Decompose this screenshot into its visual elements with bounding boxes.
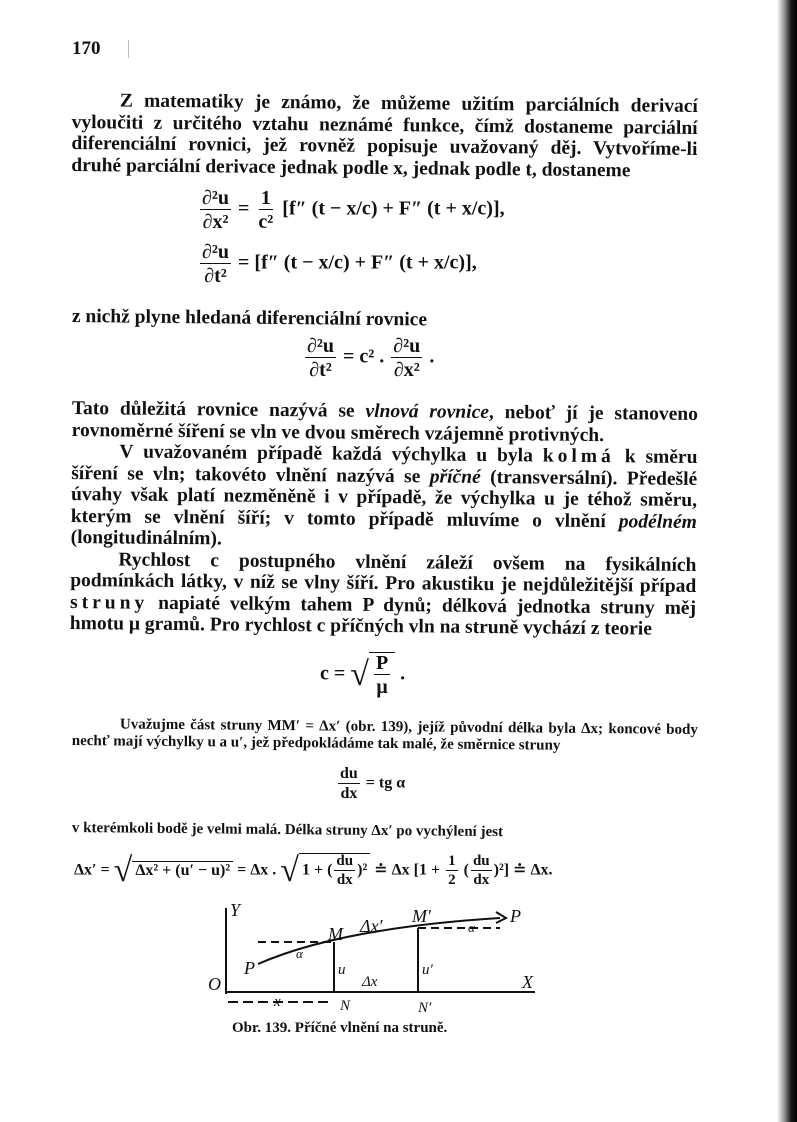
label-Np: N′ [418,1000,432,1016]
label-X: X [522,972,533,992]
label-x: x [274,994,281,1010]
paragraph-string-section: Uvažujme část struny MM′ = Δx′ (obr. 139), jejíž původní délka byla Δx; koncové body nechť mají výchylky u a u′, jež předpokládáme tak malé, že směrnice struny [71,716,698,754]
label-up: u′ [422,962,433,978]
scan-border [777,0,797,1122]
equation-velocity: c = √ $\frac{P}{\mu}$ . [320,652,406,698]
label-u: u [338,962,346,978]
label-alpha1: α [296,946,303,961]
label-N: N [340,998,351,1014]
term-wave-equation: vlnová rovnice [365,400,490,424]
label-dx: Δx [362,974,378,990]
margin-mark [128,40,129,58]
paragraph-wave-equation: Tato důležitá rovnice nazývá se vlnová rovnice, neboť jí je stanoveno rovnoměrné šíření se vln ve dvou směrech vzájemně protivných. V uvažovaném případě každá výchylka u byla kolmá k směru šíření se vln; takovéto vlnění nazývá se příčné (transversální). Předešlé úvahy však platí nezměněně i v případě, že výchylka u je téhož směru, kterým se vlnění šíří; v tomto případě mluvíme o vlnění podélném (longitudinálním). Rychlost c postupného vlnění záleží ovšem na fysikálních podmínkách látky, v níž se vlny šíří. Pro akustiku je nejdůležitější případ struny napiaté velkým tahem P dynů; délková jednotka struny měj hmotu μ gramů. Pro rychlost c příčných vln na struně vychází z teorie [69,398,698,640]
figure-caption: Obr. 139. Příčné vlnění na struně. [232,1020,448,1036]
label-Mp: M′ [412,906,431,926]
paragraph-derivation: z nichž plyne hledaná diferenciální rovnice [71,306,428,331]
label-P-start: P [244,958,255,978]
equation-d2u-dx2: $\frac{\text{∂²u}}{\text{∂x²}}$ = $\frac{1}{\text{c²}}$ [f″ (t − x/c) + F″ (t + x/c)], [202,187,505,233]
label-alpha2: α [468,920,475,935]
label-dxp: Δx′ [360,916,383,936]
label-O: O [208,974,221,994]
paragraph-length: v kterémkoli bodě je velmi malá. Délka struny Δx′ po vychýlení jest [71,820,504,841]
label-P-end: P [510,906,521,926]
page-number: 170 [72,38,101,59]
figure-139 [200,898,550,1016]
label-Y: Y [230,900,241,920]
label-M: M [328,924,343,944]
paragraph-intro: Z matematiky je známo, že můžeme užitím parciálních derivací vyloučiti z určitého vztahu neznámé funkce, čímž dostaneme parciální diferenciální rovnici, jež rovněž popisuje uvažovaný děj. Vytvoříme-li druhé parciální derivace jednak podle x, jednak podle t, dostaneme [71,90,698,181]
equation-length-approx: Δx′ = √ Δx² + (u′ − u)² = Δx . √ 1 + ( $\frac{du}{dx}$ )² ≐ Δx [1 + $\frac{1}{2}$ ( $\frac{du}{dx}$ )²] ≐ Δx. [74,852,553,889]
equation-slope: $\frac{du}{dx}$ = tg α [340,765,406,802]
equation-wave: $\frac{\text{∂²u}}{\text{∂t²}}$ = c² . $\frac{\text{∂²u}}{\text{∂x²}}$ . [307,335,435,381]
equation-d2u-dt2: $\frac{\text{∂²u}}{\text{∂t²}}$ = [f″ (t − x/c) + F″ (t + x/c)], [202,241,477,287]
